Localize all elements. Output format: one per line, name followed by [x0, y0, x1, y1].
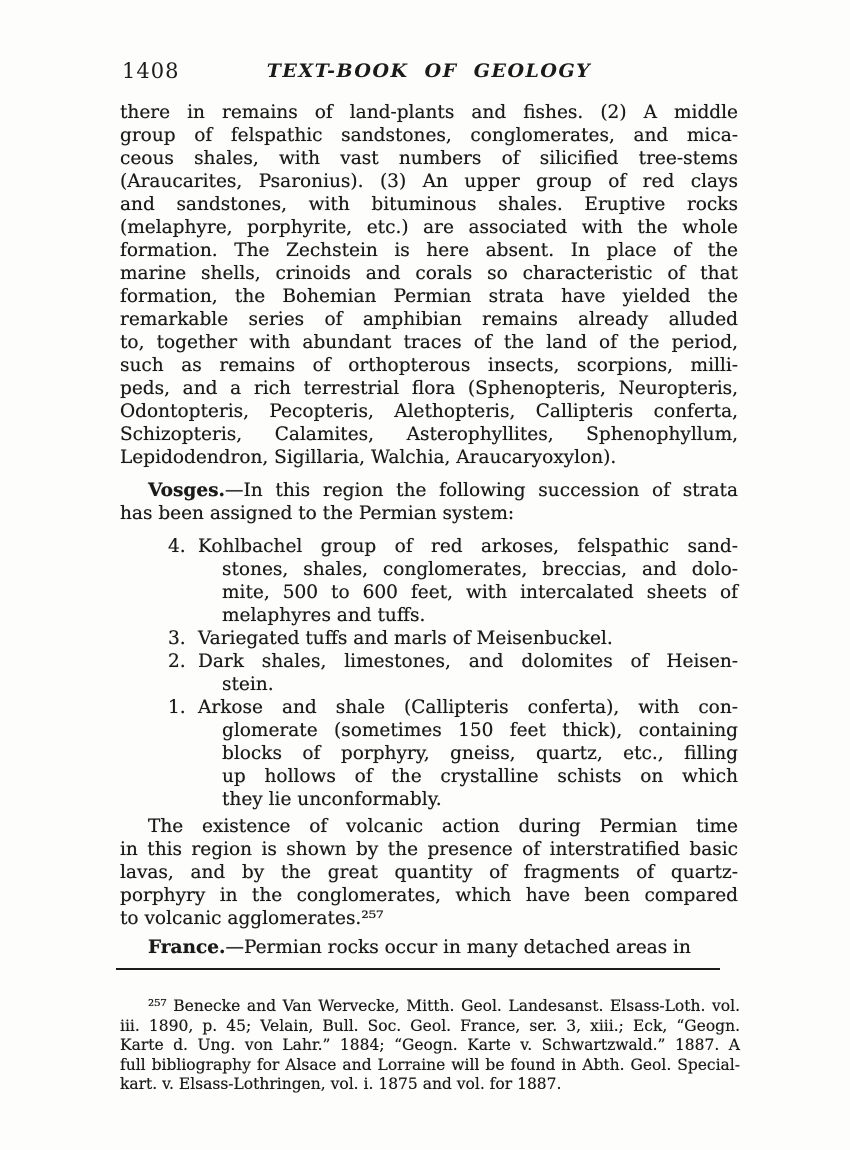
text-line: stones, shales, conglomerates, breccias, and dolo- — [222, 559, 738, 580]
text-line: (Araucarites, Psaronius). (3) An upper group of red clays — [120, 171, 738, 192]
text-line: to volcanic agglomerates.²⁵⁷ — [120, 908, 384, 929]
strata-list — [120, 535, 738, 811]
paragraph-vosges — [120, 479, 738, 525]
list-item-number: 1. — [168, 697, 186, 718]
text-line: marine shells, crinoids and corals so characteristic of that — [120, 263, 738, 284]
text-line: remarkable series of amphibian remains already alluded — [120, 309, 738, 330]
text-line: Lepidodendron, Sigillaria, Walchia, Araucaryoxylon). — [120, 447, 617, 468]
strata-list-item — [120, 627, 738, 650]
list-item-number: 4. — [168, 536, 186, 557]
text-line: they lie unconformably. — [222, 789, 442, 810]
running-head — [120, 58, 738, 84]
text-line: peds, and a rich terrestrial flora (Sphenopteris, Neuropteris, — [120, 378, 738, 399]
text-line: kart. v. Elsass-Lothringen, vol. i. 1875 and vol. for 1887. — [120, 1075, 562, 1093]
text-line: ²⁵⁷ Benecke and Van Wervecke, Mitth. Geol. Landesanst. Elsass-Loth. vol. — [148, 997, 740, 1015]
text-line: formation. The Zechstein is here absent. In place of the — [120, 240, 738, 261]
text-line: and sandstones, with bituminous shales. Eruptive rocks — [120, 194, 738, 215]
text-line: (melaphyre, porphyrite, etc.) are associated with the whole — [120, 217, 738, 238]
text-line: Arkose and shale (Callipteris conferta), with con- — [198, 697, 738, 718]
footnote — [120, 997, 740, 1095]
paragraph-lead: France. — [148, 937, 226, 958]
text-line: porphyry in the conglomerates, which have been compared — [120, 885, 738, 906]
page-body — [120, 101, 738, 959]
strata-list-item — [120, 696, 738, 811]
list-item-text — [198, 535, 738, 627]
text-line: glomerate (sometimes 150 feet thick), containing — [222, 720, 738, 741]
paragraph-continuation — [120, 101, 738, 469]
footnote-divider — [116, 968, 720, 970]
text-line: formation, the Bohemian Permian strata have yielded the — [120, 286, 738, 307]
page-number: 1408 — [122, 59, 180, 83]
text-line: there in remains of land-plants and fishes. (2) A middle — [120, 102, 738, 123]
list-item-text — [198, 696, 738, 811]
text-line: Kohlbachel group of red arkoses, felspathic sand- — [198, 536, 738, 557]
text-line: Variegated tuffs and marls of Meisenbuckel. — [198, 628, 613, 649]
text-line: melaphyres and tuffs. — [222, 605, 426, 626]
text-line: France.—Permian rocks occur in many detached areas in — [148, 937, 691, 958]
running-title: TEXT-BOOK OF GEOLOGY — [266, 60, 592, 82]
list-item-text — [198, 627, 738, 650]
text-line: stein. — [222, 674, 274, 695]
list-item-number: 2. — [168, 651, 186, 672]
text-line: iii. 1890, p. 45; Velain, Bull. Soc. Geol. France, ser. 3, xiii.; Eck, “Geogn. — [120, 1016, 740, 1035]
text-line: group of felspathic sandstones, conglomerates, and mica- — [120, 125, 738, 146]
text-line: Vosges.—In this region the following succession of strata — [148, 480, 738, 501]
text-line: has been assigned to the Permian system: — [120, 503, 515, 524]
text-line: Karte d. Ung. von Lahr.” 1884; “Geogn. Karte v. Schwartzwald.” 1887. A — [120, 1036, 740, 1054]
text-line: mite, 500 to 600 feet, with intercalated sheets of — [222, 582, 738, 603]
text-line: Dark shales, limestones, and dolomites of Heisen- — [198, 651, 738, 672]
strata-list-item — [120, 535, 738, 627]
text-line: to, together with abundant traces of the land of the period, — [120, 332, 738, 353]
text-line: full bibliography for Alsace and Lorraine will be found in Abth. Geol. Special- — [120, 1055, 740, 1074]
paragraph-volcanic — [120, 815, 738, 930]
text-line: The existence of volcanic action during Permian time — [148, 816, 738, 837]
text-line: Odontopteris, Pecopteris, Alethopteris, Callipteris conferta, — [120, 401, 738, 422]
text-line: such as remains of orthopterous insects, scorpions, milli- — [120, 355, 738, 376]
paragraph-france — [120, 936, 738, 959]
text-line: lavas, and by the great quantity of fragments of quartz- — [120, 862, 738, 883]
strata-list-item — [120, 650, 738, 696]
text-line: up hollows of the crystalline schists on which — [222, 766, 738, 787]
paragraph-lead: Vosges. — [148, 480, 225, 501]
text-line: in this region is shown by the presence of interstratified basic — [120, 839, 738, 860]
text-line: Schizopteris, Calamites, Asterophyllites, Sphenophyllum, — [120, 424, 738, 445]
text-line: ceous shales, with vast numbers of silicified tree-stems — [120, 148, 738, 169]
list-item-text — [198, 650, 738, 696]
list-item-number: 3. — [168, 628, 186, 649]
text-line: blocks of porphyry, gneiss, quartz, etc., filling — [222, 743, 738, 764]
